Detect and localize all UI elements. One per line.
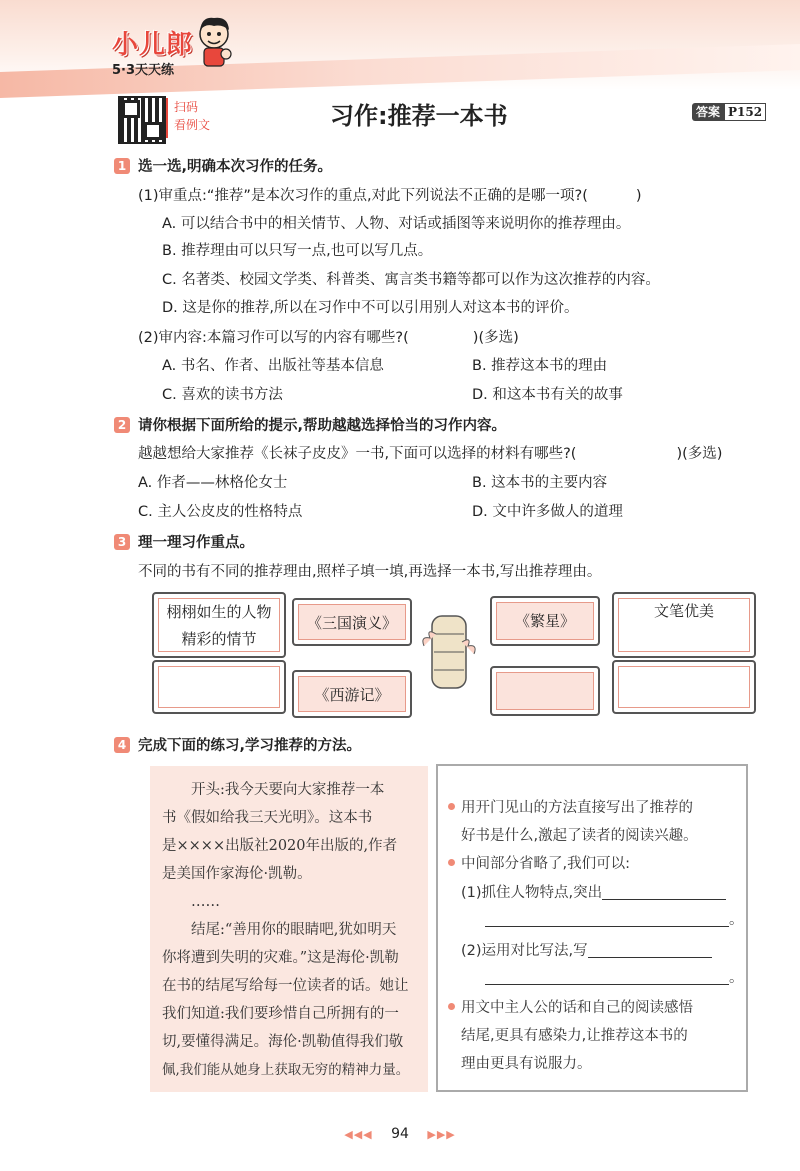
article-ending-6: 佩,我们能从她身上获取无穷的精神力量。: [162, 1062, 410, 1078]
article-ending-1: 结尾:“善用你的眼睛吧,犹如明天: [191, 922, 397, 938]
panel-note1-line2: 好书是什么,激起了读者的阅读兴趣。: [461, 828, 698, 844]
q2-instruction: 请你根据下面所给的提示,帮助越越选择恰当的习作内容。: [138, 418, 507, 434]
answer-tag[interactable]: [692, 103, 766, 121]
reason-text-1: 栩栩如生的人物: [166, 603, 272, 621]
bullet-dot-icon: [448, 1003, 455, 1010]
page-number: 94: [391, 1126, 409, 1142]
q4-instruction: 完成下面的练习,学习推荐的方法。: [138, 738, 362, 754]
reason-text-2: 精彩的情节: [181, 630, 257, 648]
q4-heading: [114, 736, 361, 756]
q2-option-c: C. 主人公皮皮的性格特点: [138, 504, 303, 520]
bullet-dot-icon: [448, 859, 455, 866]
article-opening-3: 是××××出版社2020年出版的,作者: [162, 838, 398, 854]
mascot-boy-icon: [192, 14, 236, 70]
q1-part2-option-c: C. 喜欢的读书方法: [162, 387, 283, 403]
q2-stem: [138, 444, 722, 464]
reason-box-right-top: [612, 592, 756, 658]
scroll-decoration-icon: [418, 606, 480, 698]
example-article: [150, 766, 428, 1092]
panel-item2: [461, 941, 712, 961]
reason-box-right-bottom[interactable]: [612, 660, 756, 714]
reason-box-left-bottom[interactable]: [152, 660, 286, 714]
panel-item1-text: (1)抓住人物特点,突出: [461, 885, 603, 901]
book-box-fanxing: [490, 596, 600, 646]
book-title-fanxing: 《繁星》: [514, 612, 575, 630]
panel-note2: [448, 854, 630, 874]
panel-item2-cont: [485, 968, 744, 988]
q4-number: 4: [114, 737, 130, 753]
q1-part1-option-b: B. 推荐理由可以只写一点,也可以写几点。: [162, 243, 433, 259]
article-ending-5: 切,要懂得满足。海伦·凯勒值得我们敬: [162, 1034, 404, 1050]
q1-number: 1: [114, 158, 130, 174]
q1-part2-close: )(多选): [472, 330, 519, 346]
reason-text-3: 文笔优美: [653, 602, 714, 620]
brand-logo: [112, 24, 193, 78]
q1-part2-option-a: A. 书名、作者、出版社等基本信息: [162, 358, 384, 374]
q2-option-d: D. 文中许多做人的道理: [472, 504, 623, 520]
panel-note3-line2: 结尾,更具有感染力,让推荐这本书的: [461, 1028, 688, 1044]
q1-part1-option-a: A. 可以结合书中的相关情节、人物、对话或插图等来说明你的推荐理由。: [162, 216, 631, 232]
q1-heading: [114, 157, 332, 177]
panel-note3-line3: 理由更具有说服力。: [461, 1056, 592, 1072]
article-ending-2: 你将遭到失明的灾难。”这是海伦·凯勒: [162, 950, 399, 966]
brand-name: 小儿郎: [112, 30, 194, 60]
prev-arrows-icon: ◀◀◀: [344, 1128, 373, 1141]
q2-option-b: B. 这本书的主要内容: [472, 475, 608, 491]
period-2: 。: [729, 970, 744, 986]
q3-stem: 不同的书有不同的推荐理由,照样子填一填,再选择一本书,写出推荐理由。: [138, 564, 602, 580]
panel-note2-text: 中间部分省略了,我们可以:: [461, 856, 630, 872]
q1-part1-text: (1)审重点:“推荐”是本次习作的重点,对此下列说法不正确的是哪一项?(: [138, 188, 588, 204]
scan-label-line1: 扫码: [174, 100, 199, 114]
q3-instruction: 理一理习作重点。: [138, 535, 254, 551]
answer-page: P152: [724, 103, 766, 121]
panel-note1-text1: 用开门见山的方法直接写出了推荐的: [461, 800, 693, 816]
article-opening-1: 开头:我今天要向大家推荐一本: [191, 782, 385, 798]
q2-option-a: A. 作者——林格伦女士: [138, 475, 288, 491]
panel-note3-text1: 用文中主人公的话和自己的阅读感悟: [461, 1000, 693, 1016]
article-ellipsis: ……: [191, 894, 220, 910]
item1-blank-2[interactable]: [485, 912, 729, 927]
scan-label: [166, 98, 220, 138]
book-box-xiyouji: [292, 670, 412, 718]
page-title: 习作:推荐一本书: [330, 102, 508, 130]
q2-number: 2: [114, 417, 130, 433]
book-title-sanguo: 《三国演义》: [306, 614, 397, 632]
panel-item1: [461, 883, 726, 903]
q1-part1-option-d: D. 这是你的推荐,所以在习作中不可以引用别人对这本书的评价。: [162, 300, 579, 316]
q1-part2-option-b: B. 推荐这本书的理由: [472, 358, 608, 374]
series-name: 5·3天天练: [112, 63, 175, 78]
panel-note3-line1: [448, 998, 693, 1018]
period-1: 。: [729, 912, 744, 928]
q2-stem-text: 越越想给大家推荐《长袜子皮皮》一书,下面可以选择的材料有哪些?(: [138, 446, 577, 462]
q1-part2-text: (2)审内容:本篇习作可以写的内容有哪些?(: [138, 330, 409, 346]
q1-part1-option-c: C. 名著类、校园文学类、科普类、寓言类书籍等都可以作为这次推荐的内容。: [162, 272, 660, 288]
q3-number: 3: [114, 534, 130, 550]
book-title-xiyouji: 《西游记》: [314, 686, 390, 704]
book-box-blank[interactable]: [490, 666, 600, 716]
book-box-sanguo: [292, 598, 412, 646]
next-arrows-icon: ▶▶▶: [427, 1128, 456, 1141]
article-ending-3: 在书的结尾写给每一位读者的话。她让: [162, 978, 409, 994]
item1-blank-1[interactable]: [602, 885, 726, 900]
qr-code[interactable]: [118, 96, 166, 144]
article-opening-4: 是美国作家海伦·凯勒。: [162, 866, 312, 882]
q2-close: )(多选): [676, 446, 723, 462]
q1-part2-stem: [138, 328, 519, 348]
q1-part1-stem: [138, 186, 642, 206]
q3-heading: [114, 533, 254, 553]
reason-box-left-top: [152, 592, 286, 658]
item2-blank-2[interactable]: [485, 970, 729, 985]
bullet-dot-icon: [448, 803, 455, 810]
scan-label-line2: 看例文: [174, 118, 211, 132]
article-opening-2: 书《假如给我三天光明》。这本书: [162, 810, 373, 826]
q1-part2-option-d: D. 和这本书有关的故事: [472, 387, 623, 403]
panel-note1-line1: [448, 798, 693, 818]
q2-heading: [114, 416, 506, 436]
page-footer: [0, 1126, 800, 1142]
panel-item1-cont: [485, 910, 744, 930]
item2-blank-1[interactable]: [588, 943, 712, 958]
analysis-panel: [436, 764, 748, 1092]
q1-instruction: 选一选,明确本次习作的任务。: [138, 159, 333, 175]
panel-item2-text: (2)运用对比写法,写: [461, 943, 588, 959]
q1-part1-close: ): [635, 188, 642, 204]
article-ending-4: 我们知道:我们要珍惜自己所拥有的一: [162, 1006, 399, 1022]
answer-label: 答案: [692, 103, 724, 121]
